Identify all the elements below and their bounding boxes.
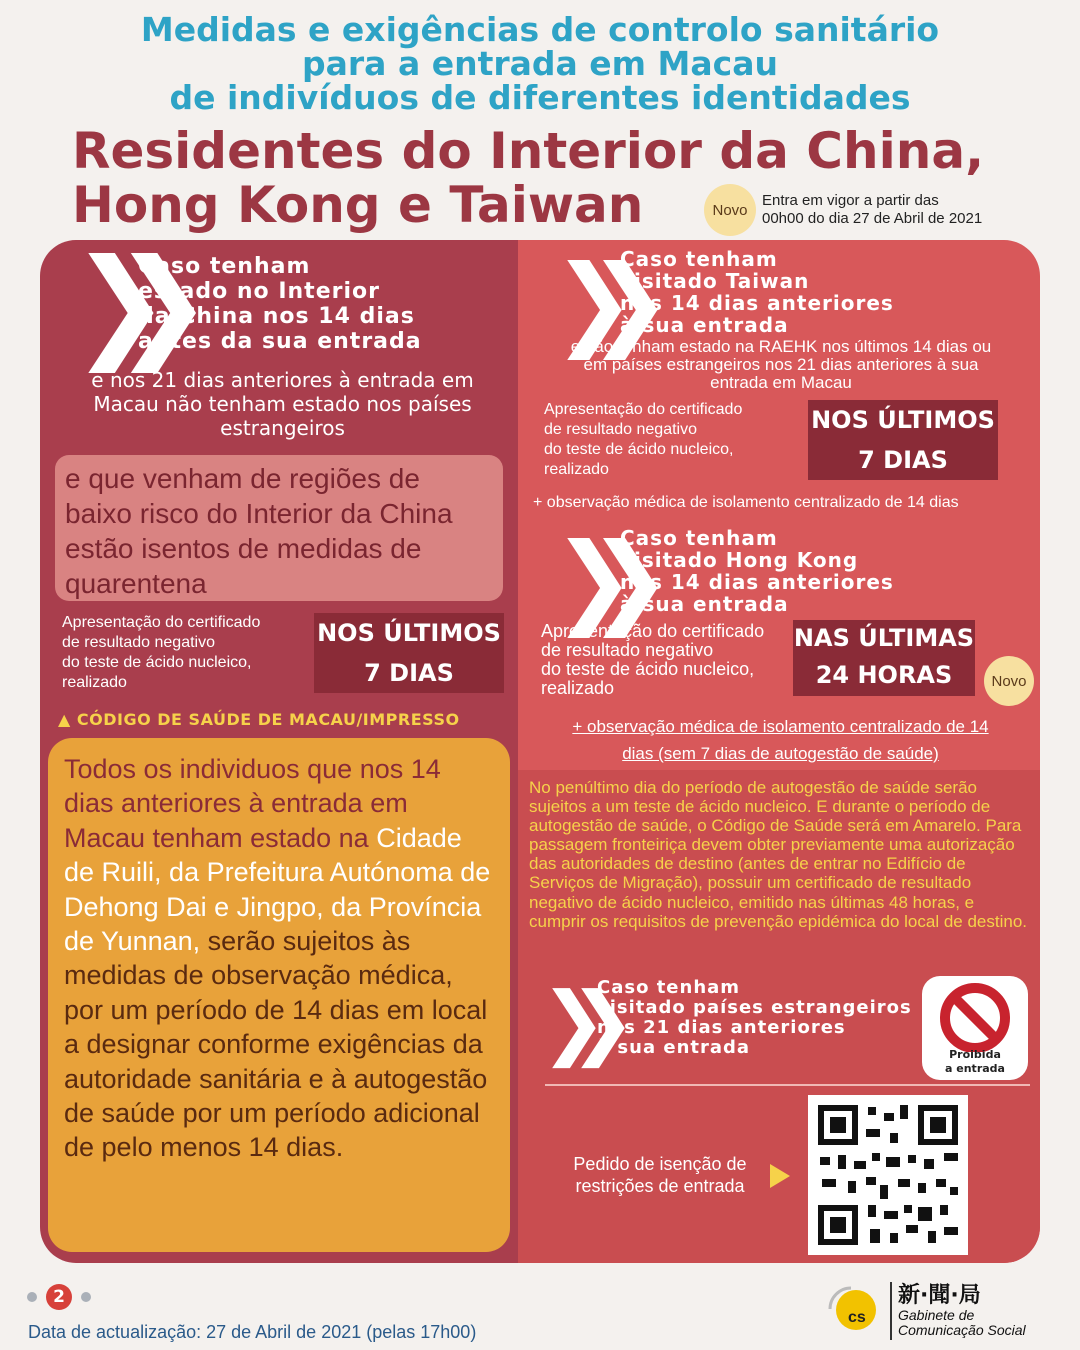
chevron-right-icon: ❯❯	[540, 975, 599, 1068]
self-management-note: No penúltimo dia do período de autogestão de saúde serão sujeitos a um teste de ácido nucleico. E durante o período de autogestão de saúde, o Código de Saúde será em Amarelo. Para passagem fronteiriça devem obter previamente uma autorização das autoridades de destino (antes de entrar no Edifício de Serviços de Migração), possuir um certificado de resultado negativo de ácido nucleico, emitido nas últimas 48 horas, e cumprir os requisitos de prevenção epidémica do local de destino.	[529, 778, 1027, 931]
taiwan-cert-4: realizado	[544, 461, 609, 478]
foreign-heading-3: nos 21 dias anteriores	[597, 1017, 846, 1038]
taiwan-observation: + observação médica de isolamento centralizado de 14 dias	[533, 494, 959, 511]
svg-text:cs: cs	[848, 1309, 866, 1326]
prohibited-line-1: Proibida	[949, 1048, 1001, 1061]
taiwan-cert-2: de resultado negativo	[544, 421, 697, 438]
logo-line-2: Comunicação Social	[898, 1322, 1026, 1338]
taiwan-box-line-1: NOS ÚLTIMOS	[811, 406, 995, 434]
hk-cert-2: de resultado negativo	[541, 640, 714, 660]
hk-cert-1: Apresentação do certificado	[541, 621, 765, 641]
gcs-logo-icon	[820, 1278, 882, 1340]
taiwan-box-line-2: 7 DIAS	[858, 446, 948, 474]
taiwan-heading-2: visitado Taiwan	[620, 269, 810, 293]
hk-box-line-2: 24 HORAS	[815, 661, 953, 689]
hk-24h-box	[793, 620, 975, 696]
divider	[545, 1084, 1030, 1086]
logo-divider	[890, 1282, 892, 1340]
header-line-1: Medidas e exigências de controlo sanitário	[140, 10, 940, 49]
page-title-line-1: Residentes do Interior da China,	[72, 122, 985, 180]
header-line-3: de indivíduos de diferentes identidades	[169, 78, 911, 117]
taiwan-heading	[620, 248, 894, 336]
chevron-right-icon: ❯❯	[552, 243, 624, 360]
mainland-cert-3: do teste de ácido nucleico,	[62, 654, 252, 671]
exemption-line-1: Pedido de isenção de	[573, 1154, 747, 1174]
effective-line-1: Entra em vigor a partir das	[762, 192, 939, 209]
mainland-cert-2: de resultado negativo	[62, 634, 215, 651]
mainland-heading-4: antes da sua entrada	[138, 329, 422, 354]
taiwan-cert-3: do teste de ácido nucleico,	[544, 441, 734, 458]
taiwan-7days-box	[808, 400, 998, 480]
update-date: Data de actualização: 27 de Abril de 2021 (pelas 17h00)	[28, 1322, 477, 1342]
foreign-heading-4: à sua entrada	[597, 1037, 751, 1058]
prohibited-label	[922, 1048, 1028, 1076]
taiwan-heading-4: à sua entrada	[620, 313, 789, 337]
mainland-heading	[138, 254, 422, 354]
page-indicator-current[interactable]: 2	[46, 1284, 72, 1310]
mainland-box-line-1: NOS ÚLTIMOS	[317, 619, 501, 647]
mainland-7days-box	[314, 613, 504, 693]
mainland-heading-3: da China nos 14 dias	[138, 304, 415, 329]
taiwan-cert-1: Apresentação do certificado	[544, 401, 743, 418]
ruili-measures: serão sujeitos às medidas de observação médica, por um período de 14 dias em local a designar conforme exigências da autoridade sanitária e à autogestão de saúde por um período adicional de pelo menos 14 dias.	[64, 926, 488, 1163]
qr-code[interactable]	[808, 1095, 968, 1255]
mainland-box-line-2: 7 DIAS	[364, 659, 454, 687]
novo-badge: Novo	[704, 184, 756, 236]
hk-box-line-1: NAS ÚLTIMAS	[793, 624, 975, 652]
hk-heading-3: nos 14 dias anteriores	[620, 570, 894, 594]
no-entry-icon	[922, 980, 1028, 1052]
ruili-intro: Todos os individuos que nos 14 dias anteriores à entrada em Macau tenham estado na	[64, 754, 441, 853]
hk-cert-3: do teste de ácido nucleico,	[541, 659, 755, 679]
hk-observation-2: dias (sem 7 dias de autogestão de saúde)	[622, 744, 939, 763]
prohibited-line-2: a entrada	[945, 1062, 1005, 1075]
mainland-subtext: e nos 21 dias anteriores à entrada em Macau não tenham estado nos países estrangeiros	[91, 368, 474, 440]
ruili-box	[48, 738, 510, 1252]
taiwan-subtext: e não tenham estado na RAEHK nos últimos 14 dias ou em países estrangeiros nos 21 dias anteriores à sua entrada em Macau	[570, 337, 992, 392]
mainland-cert-4: realizado	[62, 674, 127, 691]
foreign-heading-2: visitado países estrangeiros	[597, 997, 912, 1018]
page-title-line-2: Hong Kong e Taiwan	[72, 176, 644, 234]
foreign-heading	[597, 978, 912, 1058]
hk-heading-2: visitado Hong Kong	[620, 548, 859, 572]
taiwan-heading-3: nos 14 dias anteriores	[620, 291, 894, 315]
exempt-box	[55, 455, 503, 601]
chevron-right-icon: ❯❯	[552, 521, 624, 638]
header-line-2: para a entrada em Macau	[302, 44, 778, 83]
hk-heading-1: Caso tenham	[620, 526, 778, 550]
hk-cert	[541, 622, 764, 698]
exemption-line-2: restrições de entrada	[575, 1176, 745, 1196]
arrow-right-icon	[770, 1164, 790, 1188]
logo-line-1: Gabinete de	[898, 1307, 975, 1323]
hk-observation	[538, 713, 1023, 767]
ruili-location: Cidade de Ruili, da Prefeitura Autónoma de Dehong Dai e Jingpo, da Província de Yunnan,	[64, 822, 491, 957]
novo-badge: Novo	[984, 656, 1034, 706]
mainland-cert	[62, 613, 260, 693]
taiwan-heading-1: Caso tenham	[620, 247, 778, 271]
taiwan-cert	[544, 400, 742, 480]
exemption-text	[555, 1153, 765, 1197]
effective-date	[762, 192, 982, 228]
mainland-cert-1: Apresentação do certificado	[62, 614, 261, 631]
hk-cert-4: realizado	[541, 678, 615, 698]
gcs-logo	[820, 1278, 882, 1340]
hk-heading-4: à sua entrada	[620, 592, 789, 616]
mainland-heading-1: Caso tenham	[138, 254, 311, 279]
qr-code-icon	[808, 1095, 968, 1255]
logo-chinese: 新·聞·局	[898, 1283, 981, 1308]
logo-text	[898, 1308, 1026, 1338]
chevron-right-icon: ❯❯	[70, 234, 156, 373]
health-code-note: ▲ CÓDIGO DE SAÚDE DE MACAU/IMPRESSO	[58, 710, 460, 729]
prohibited-entry-card	[922, 976, 1028, 1080]
exempt-text: e que venham de regiões de baixo risco do Interior da China estão isentos de medidas de quarentena	[65, 463, 453, 599]
hk-heading	[620, 527, 894, 615]
effective-line-2: 00h00 do dia 27 de Abril de 2021	[762, 210, 983, 227]
page-dot[interactable]	[81, 1292, 91, 1302]
foreign-heading-1: Caso tenham	[597, 977, 741, 998]
hk-observation-1: + observação médica de isolamento centralizado de 14	[572, 717, 989, 736]
page-dot[interactable]	[27, 1292, 37, 1302]
mainland-heading-2: estado no Interior	[138, 279, 380, 304]
